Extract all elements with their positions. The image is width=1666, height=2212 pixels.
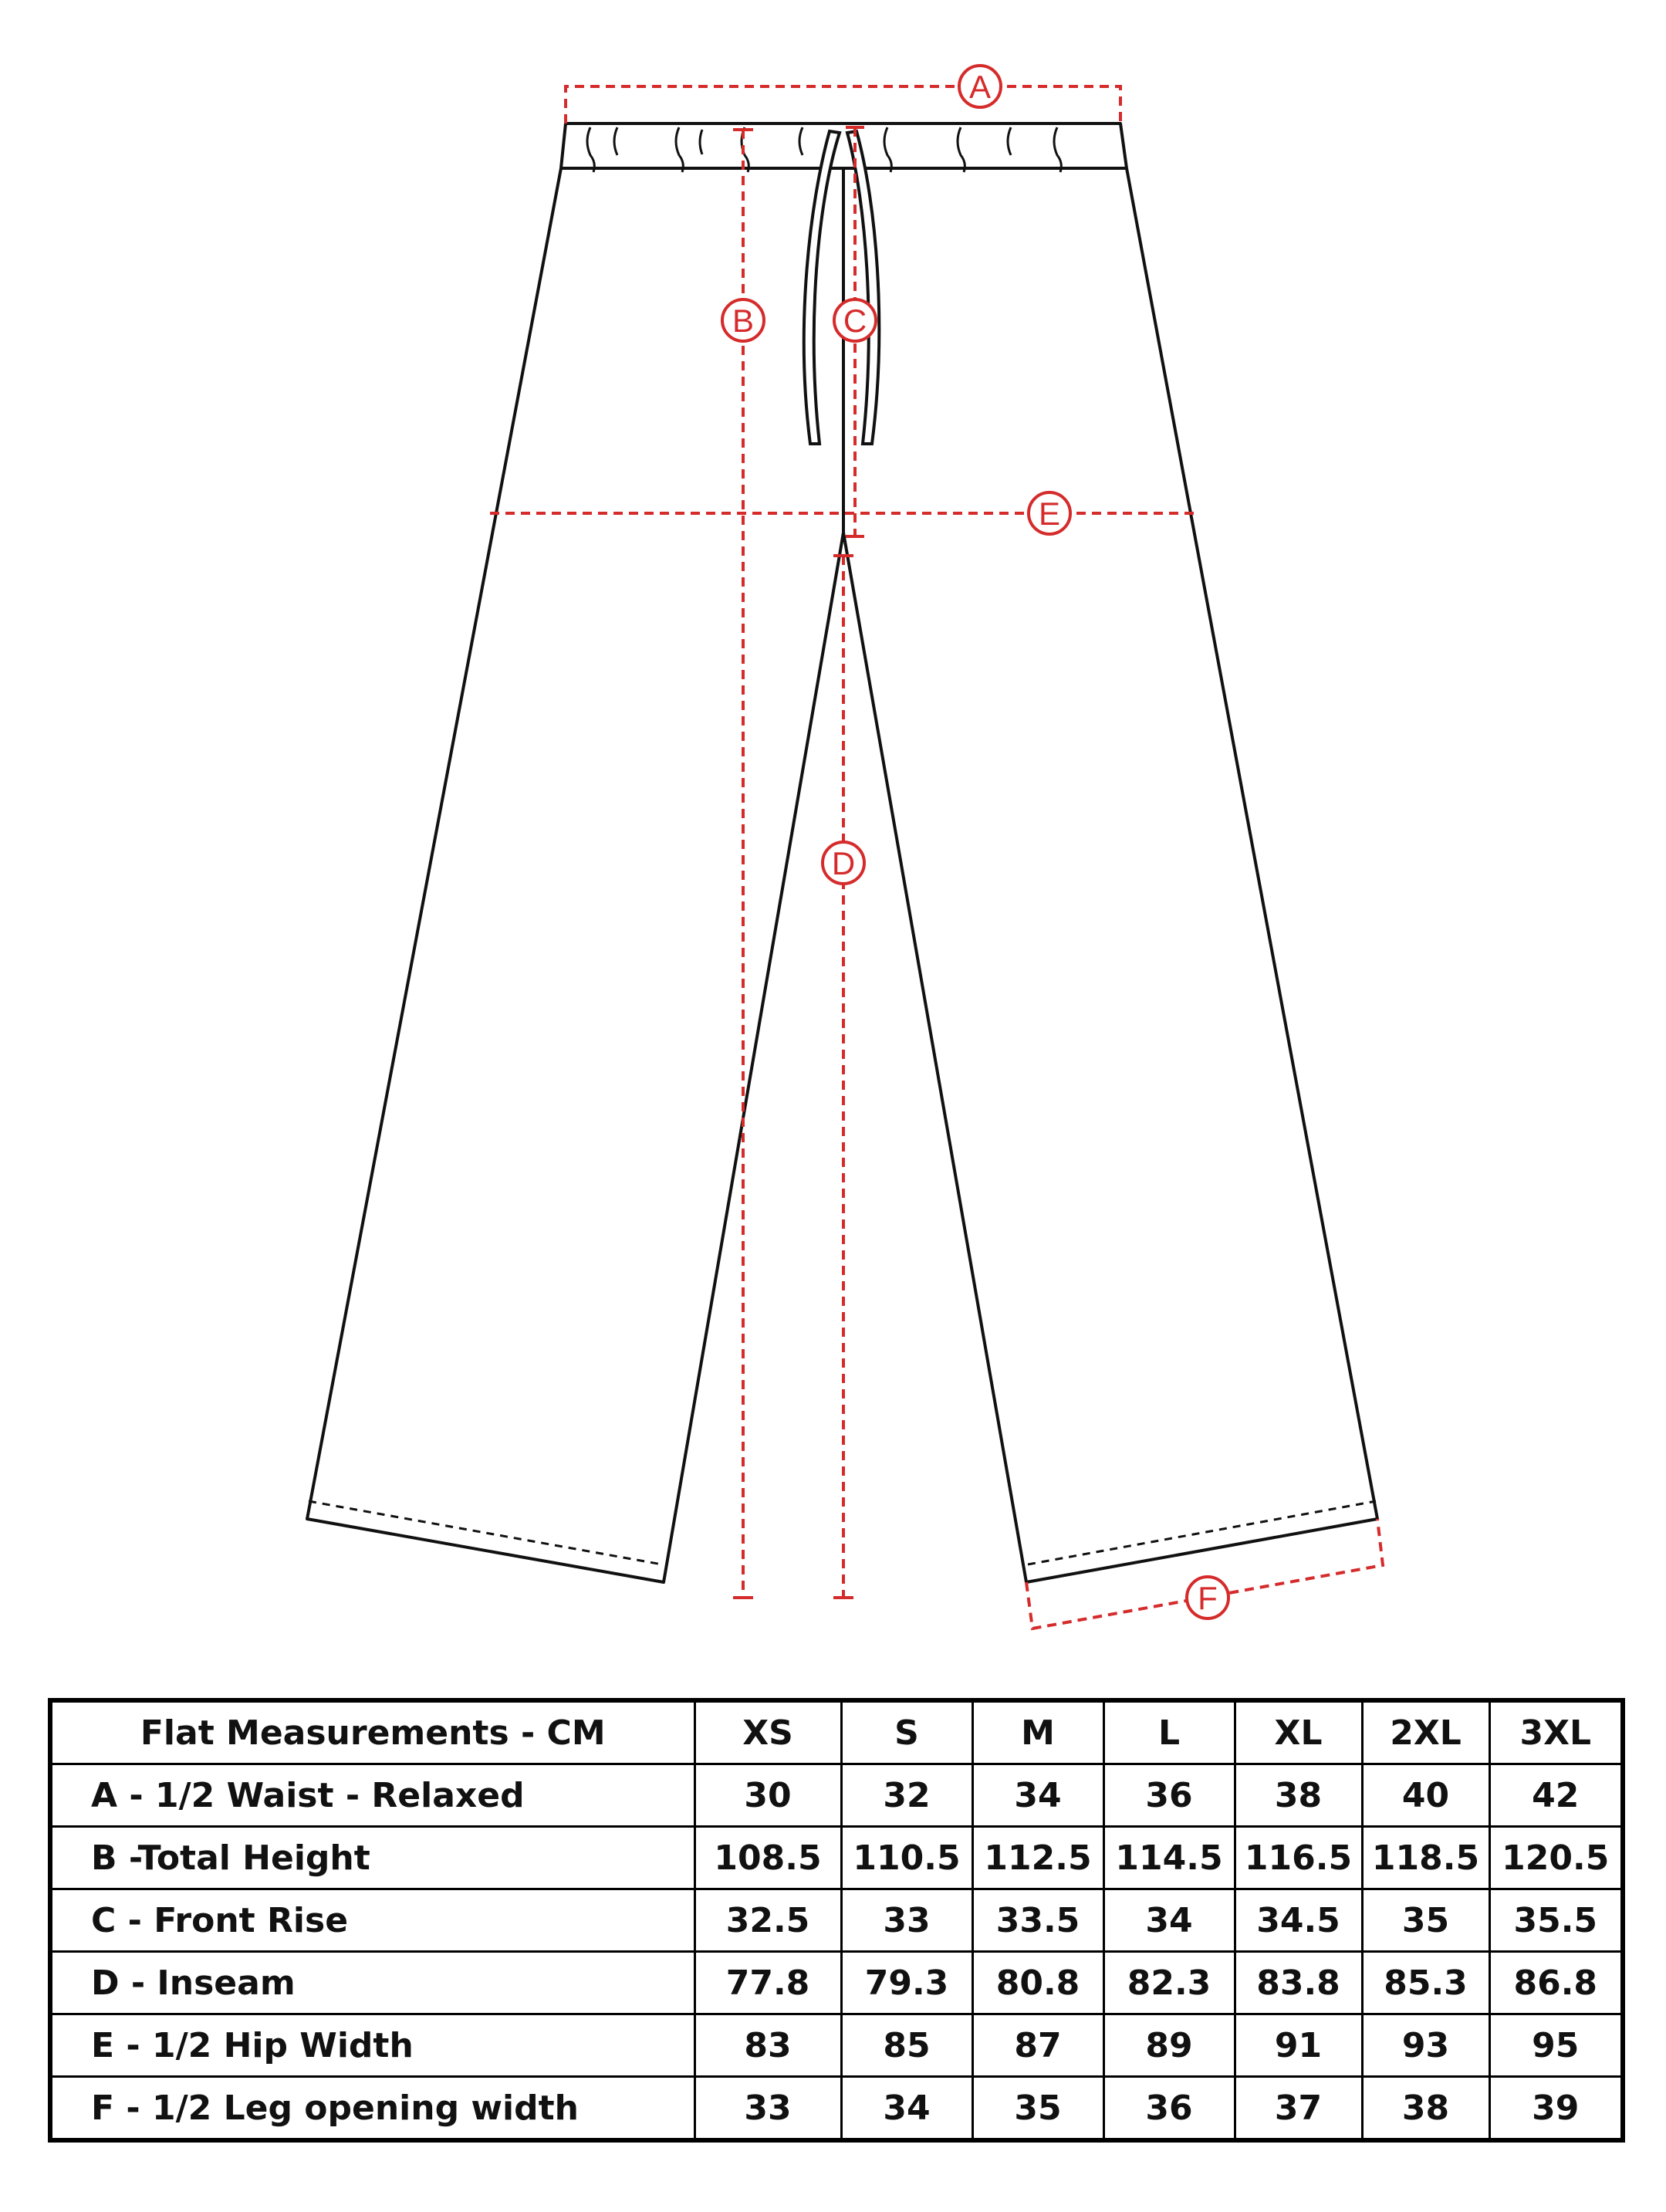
- table-row: [50, 2077, 1623, 2141]
- table-cell: 86.8: [1489, 1952, 1623, 2014]
- table-cell: 35: [1362, 1889, 1489, 1952]
- row-label: C - Front Rise: [50, 1889, 694, 1952]
- size-header-2xl: 2XL: [1362, 1700, 1489, 1764]
- table-cell: 36: [1103, 1764, 1235, 1827]
- table-cell: 35.5: [1489, 1889, 1623, 1952]
- table-cell: 91: [1235, 2014, 1362, 2077]
- label-f: F: [1198, 1580, 1218, 1616]
- table-cell: 37: [1235, 2077, 1362, 2141]
- table-row: [50, 1827, 1623, 1889]
- size-header-3xl: 3XL: [1489, 1700, 1623, 1764]
- size-header-s: S: [841, 1700, 972, 1764]
- table-row: [50, 1764, 1623, 1827]
- row-label: E - 1/2 Hip Width: [50, 2014, 694, 2077]
- table-cell: 120.5: [1489, 1827, 1623, 1889]
- table-cell: 77.8: [694, 1952, 841, 2014]
- table-cell: 34: [841, 2077, 972, 2141]
- table-row: [50, 2014, 1623, 2077]
- table-cell: 34: [972, 1764, 1103, 1827]
- label-f-badge: [1187, 1577, 1228, 1618]
- table-cell: 34: [1103, 1889, 1235, 1952]
- row-label: D - Inseam: [50, 1952, 694, 2014]
- table-cell: 38: [1362, 2077, 1489, 2141]
- table-cell: 87: [972, 2014, 1103, 2077]
- table-cell: 110.5: [841, 1827, 972, 1889]
- table-cell: 83: [694, 2014, 841, 2077]
- table-cell: 82.3: [1103, 1952, 1235, 2014]
- table-cell: 93: [1362, 2014, 1489, 2077]
- table-cell: 85.3: [1362, 1952, 1489, 2014]
- table-cell: 40: [1362, 1764, 1489, 1827]
- size-header-m: M: [972, 1700, 1103, 1764]
- table-cell: 32: [841, 1764, 972, 1827]
- table-cell: 42: [1489, 1764, 1623, 1827]
- label-e: E: [1038, 496, 1061, 532]
- label-c-badge: [834, 299, 876, 341]
- label-c: C: [843, 303, 867, 339]
- row-label: F - 1/2 Leg opening width: [50, 2077, 694, 2141]
- table-cell: 33: [841, 1889, 972, 1952]
- table-cell: 38: [1235, 1764, 1362, 1827]
- table-cell: 108.5: [694, 1827, 841, 1889]
- table-row: [50, 1889, 1623, 1952]
- table-cell: 33: [694, 2077, 841, 2141]
- row-label: A - 1/2 Waist - Relaxed: [50, 1764, 694, 1827]
- table-cell: 39: [1489, 2077, 1623, 2141]
- table-cell: 80.8: [972, 1952, 1103, 2014]
- label-a: A: [968, 69, 992, 105]
- size-header-xs: XS: [694, 1700, 841, 1764]
- table-cell: 36: [1103, 2077, 1235, 2141]
- label-d: D: [831, 845, 856, 881]
- table-cell: 118.5: [1362, 1827, 1489, 1889]
- table-cell: 116.5: [1235, 1827, 1362, 1889]
- label-a-badge: [959, 66, 1001, 107]
- size-header-xl: XL: [1235, 1700, 1362, 1764]
- size-chart-table: [48, 1698, 1625, 2143]
- table-title: Flat Measurements - CM: [50, 1700, 694, 1764]
- table-cell: 32.5: [694, 1889, 841, 1952]
- table-row: [50, 1952, 1623, 2014]
- dimension-d-inseam: [831, 556, 856, 1598]
- table-cell: 85: [841, 2014, 972, 2077]
- row-label: B -Total Height: [50, 1827, 694, 1889]
- label-e-badge: [1029, 492, 1070, 534]
- size-header-l: L: [1103, 1700, 1235, 1764]
- table-cell: 34.5: [1235, 1889, 1362, 1952]
- table-cell: 35: [972, 2077, 1103, 2141]
- header-row: [50, 1700, 1623, 1764]
- table-cell: 114.5: [1103, 1827, 1235, 1889]
- table-cell: 30: [694, 1764, 841, 1827]
- label-d-badge: [823, 842, 864, 884]
- table-cell: 79.3: [841, 1952, 972, 2014]
- dimension-a-waist: [566, 86, 1120, 123]
- table-cell: 112.5: [972, 1827, 1103, 1889]
- label-b-badge: [722, 299, 764, 341]
- table-cell: 83.8: [1235, 1952, 1362, 2014]
- table-cell: 95: [1489, 2014, 1623, 2077]
- table-cell: 33.5: [972, 1889, 1103, 1952]
- label-b: B: [732, 303, 755, 339]
- table-cell: 89: [1103, 2014, 1235, 2077]
